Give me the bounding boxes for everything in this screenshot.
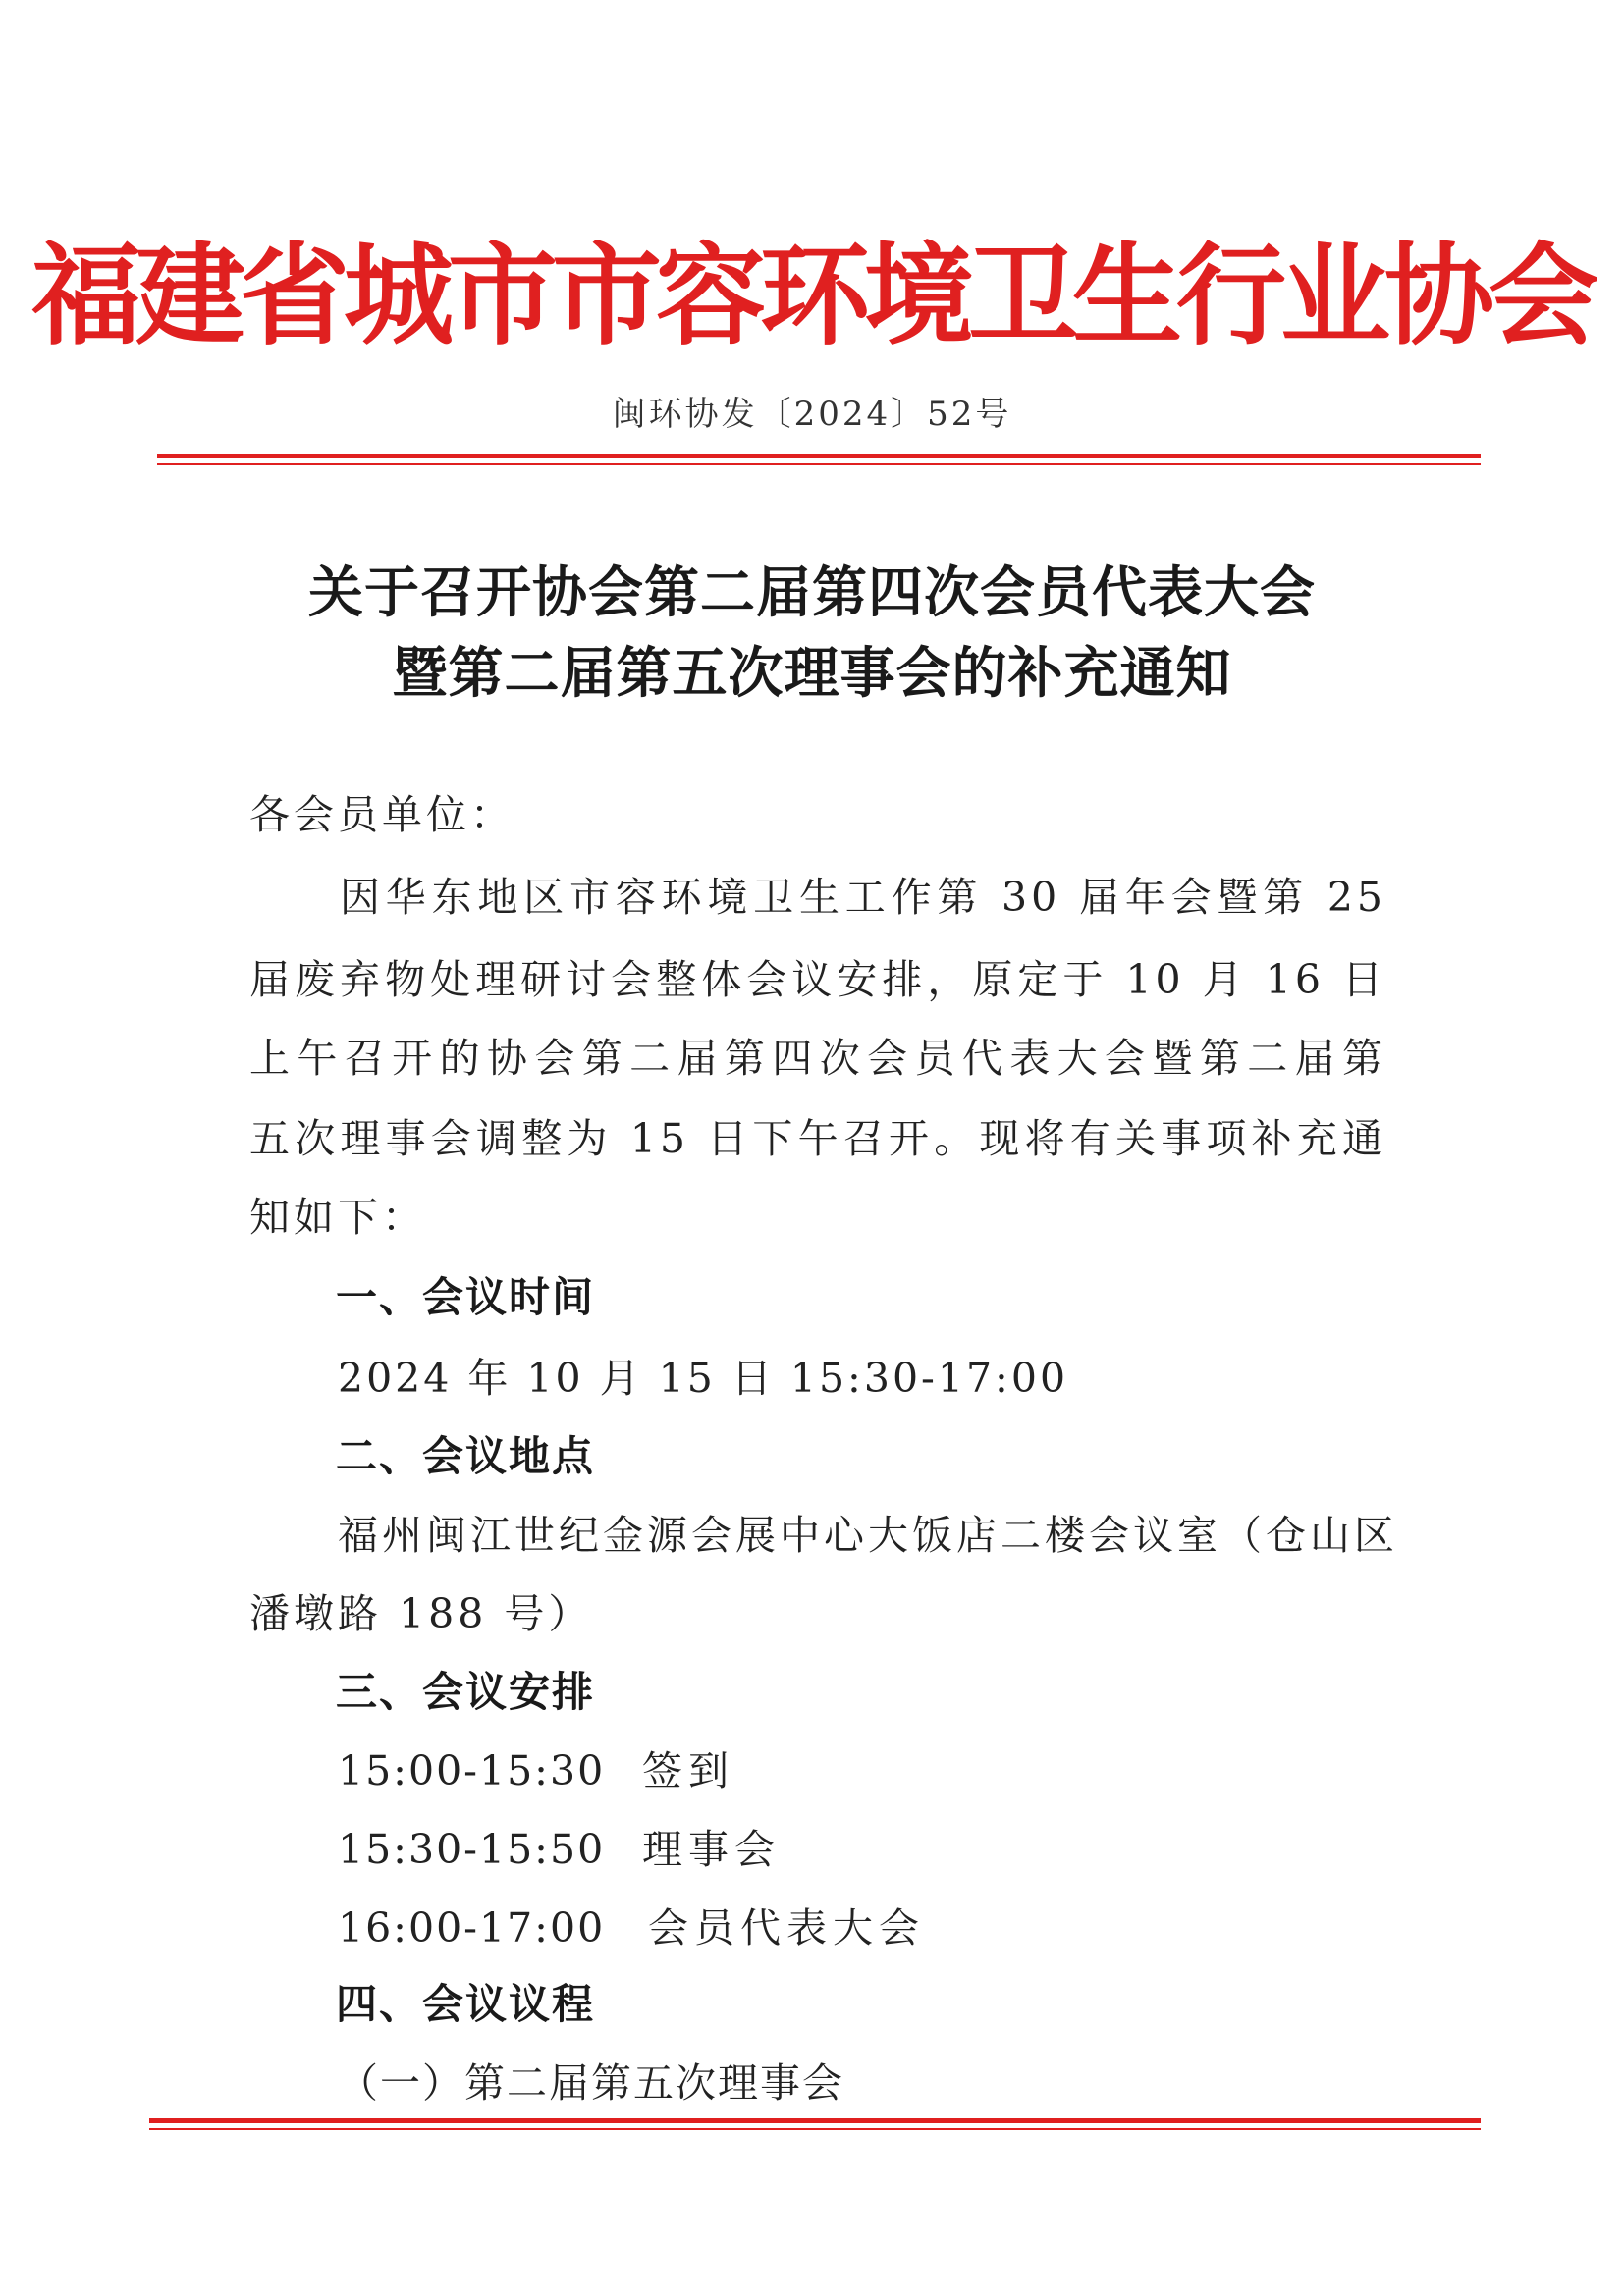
section-heading-agenda: 四、会议议程	[336, 1980, 596, 2028]
intro-paragraph-line: 因华东地区市容环境卫生工作第 30 届年会暨第 25	[340, 874, 1386, 921]
meeting-time: 2024 年 10 月 15 日 15:30-17:00	[338, 1355, 1069, 1402]
document-number: 闽环协发〔2024〕52号	[612, 395, 1012, 434]
section-heading-time: 一、会议时间	[336, 1273, 596, 1321]
agenda-sub-item: （一）第二届第五次理事会	[338, 2059, 844, 2107]
schedule-item: 理事会	[642, 1826, 781, 1873]
section-heading-arrangement: 三、会议安排	[336, 1668, 596, 1716]
footer-divider	[149, 2118, 1481, 2123]
meeting-location-line: 潘墩路 188 号）	[249, 1590, 593, 1637]
intro-paragraph-line: 五次理事会调整为 15 日下午召开。现将有关事项补充通	[249, 1115, 1386, 1162]
schedule-time: 15:00-15:30	[338, 1747, 606, 1794]
schedule-time: 16:00-17:00	[338, 1904, 606, 1951]
meeting-location-line: 福州闽江世纪金源会展中心大饭店二楼会议室（仓山区	[338, 1512, 1398, 1559]
salutation: 各会员单位：	[249, 791, 514, 838]
schedule-item: 会员代表大会	[648, 1904, 925, 1951]
schedule-item: 签到	[642, 1747, 734, 1794]
intro-paragraph-line: 届废弃物处理研讨会整体会议安排，原定于 10 月 16 日	[249, 956, 1386, 1003]
intro-paragraph-line: 知如下：	[249, 1194, 426, 1241]
document-title-line-2: 暨第二届第五次理事会的补充通知	[392, 641, 1232, 706]
header-divider	[157, 454, 1481, 458]
schedule-time: 15:30-15:50	[338, 1826, 606, 1873]
section-heading-location: 二、会议地点	[336, 1432, 596, 1480]
document-title-line-1: 关于召开协会第二届第四次会员代表大会	[308, 561, 1316, 625]
intro-paragraph-line: 上午召开的协会第二届第四次会员代表大会暨第二届第	[249, 1035, 1386, 1082]
organization-name: 福建省城市市容环境卫生行业协会	[31, 233, 1593, 360]
